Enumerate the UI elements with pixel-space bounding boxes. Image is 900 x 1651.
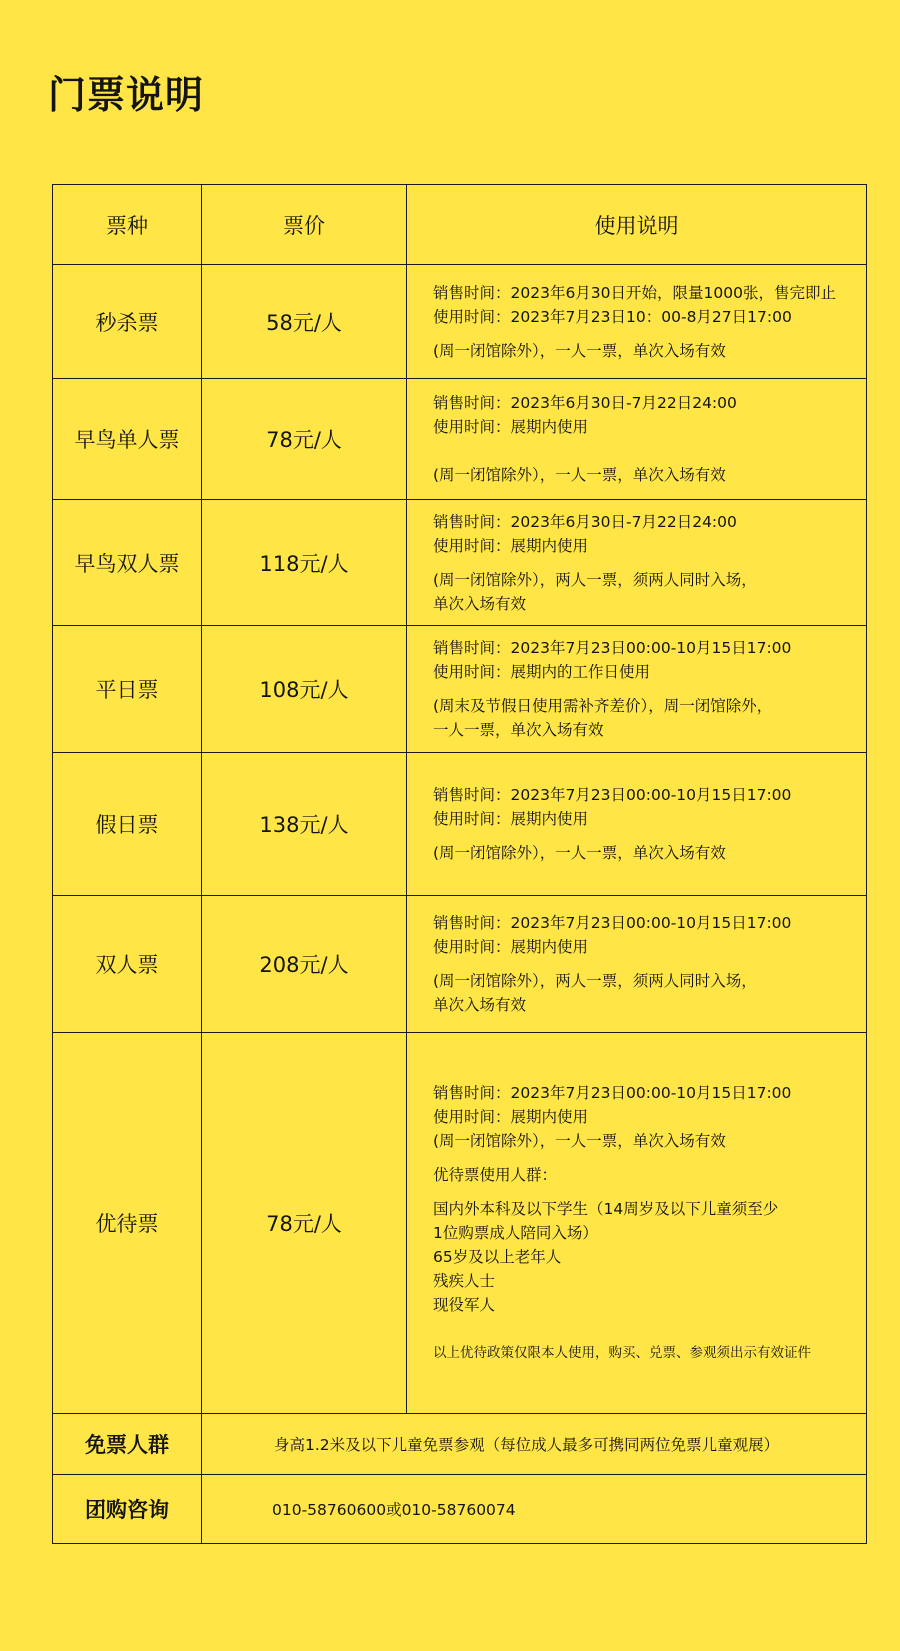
entry-rule-cont: 单次入场有效	[433, 594, 527, 613]
free-admission-text: 身高1.2米及以下儿童免票参观（每位成人最多可携同两位免票儿童观展）	[202, 1414, 867, 1475]
entry-rule: (周一闭馆除外），一人一票，单次入场有效	[433, 466, 726, 484]
entry-rule: (周一闭馆除外），一人一票，单次入场有效	[433, 1132, 726, 1150]
page-title: 门票说明	[48, 73, 205, 117]
eligibility-note: 以上优待政策仅限本人使用，购买、兑票、参观须出示有效证件	[433, 1345, 811, 1361]
usage-notes	[407, 626, 867, 753]
use-time: 使用时间：展期内使用	[433, 418, 589, 436]
table-row	[53, 753, 867, 896]
use-time: 使用时间：2023年7月23日10：00-8月27日17:00	[433, 307, 792, 326]
entry-rule: (周一闭馆除外），一人一票，单次入场有效	[433, 341, 726, 360]
table-header-row	[53, 185, 867, 265]
ticket-type: 早鸟双人票	[53, 500, 202, 626]
usage-notes	[407, 265, 867, 379]
entry-rule: (周一闭馆除外），一人一票，单次入场有效	[433, 844, 726, 862]
ticket-price: 108元/人	[202, 626, 407, 753]
table-row	[53, 896, 867, 1033]
use-time: 使用时间：展期内的工作日使用	[433, 663, 651, 681]
usage-notes	[407, 896, 867, 1033]
free-admission-row	[53, 1414, 867, 1475]
entry-rule: (周一闭馆除外），两人一票，须两人同时入场，	[433, 570, 757, 589]
ticket-type: 假日票	[53, 753, 202, 896]
free-admission-label: 免票人群	[53, 1414, 202, 1475]
use-time: 使用时间：展期内使用	[433, 938, 589, 956]
eligible-heading: 优待票使用人群：	[433, 1166, 558, 1184]
ticket-price: 78元/人	[202, 379, 407, 500]
table-row	[53, 379, 867, 500]
header-usage-notes: 使用说明	[407, 185, 867, 265]
eligible-seniors: 65岁及以上老年人	[433, 1248, 562, 1266]
use-time: 使用时间：展期内使用	[433, 810, 589, 828]
sale-time: 销售时间：2023年6月30日-7月22日24:00	[433, 512, 737, 531]
sale-time: 销售时间：2023年7月23日00:00-10月15日17:00	[433, 639, 792, 657]
ticket-type: 双人票	[53, 896, 202, 1033]
header-ticket-type: 票种	[53, 185, 202, 265]
group-inquiry-label: 团购咨询	[53, 1475, 202, 1544]
eligible-disabled: 残疾人士	[433, 1272, 496, 1290]
ticket-price: 58元/人	[202, 265, 407, 379]
usage-notes	[407, 753, 867, 896]
sale-time: 销售时间：2023年7月23日00:00-10月15日17:00	[433, 1084, 792, 1102]
ticket-price: 118元/人	[202, 500, 407, 626]
ticket-price: 138元/人	[202, 753, 407, 896]
ticket-type: 早鸟单人票	[53, 379, 202, 500]
sale-time: 销售时间：2023年7月23日00:00-10月15日17:00	[433, 786, 792, 804]
eligible-military: 现役军人	[433, 1296, 496, 1314]
header-ticket-price: 票价	[202, 185, 407, 265]
group-inquiry-phone: 010-58760600或010-58760074	[202, 1475, 867, 1544]
sale-time: 销售时间：2023年6月30日开始，限量1000张，售完即止	[433, 283, 836, 302]
ticket-price: 208元/人	[202, 896, 407, 1033]
use-time: 使用时间：展期内使用	[433, 1108, 589, 1126]
ticket-type: 平日票	[53, 626, 202, 753]
entry-rule: (周末及节假日使用需补齐差价），周一闭馆除外，	[433, 697, 773, 715]
table-row	[53, 500, 867, 626]
entry-rule-cont: 一人一票，单次入场有效	[433, 721, 604, 739]
ticket-type: 秒杀票	[53, 265, 202, 379]
table-row	[53, 626, 867, 753]
usage-notes	[407, 1033, 867, 1414]
ticket-table	[52, 184, 867, 1544]
entry-rule-cont: 单次入场有效	[433, 996, 527, 1014]
sale-time: 销售时间：2023年6月30日-7月22日24:00	[433, 394, 737, 412]
group-inquiry-row	[53, 1475, 867, 1544]
entry-rule: (周一闭馆除外），两人一票，须两人同时入场，	[433, 972, 757, 990]
usage-notes	[407, 500, 867, 626]
use-time: 使用时间：展期内使用	[433, 536, 589, 555]
usage-notes	[407, 379, 867, 500]
table-row	[53, 265, 867, 379]
eligible-students-cont: 1位购票成人陪同入场）	[433, 1224, 598, 1242]
ticket-price: 78元/人	[202, 1033, 407, 1414]
sale-time: 销售时间：2023年7月23日00:00-10月15日17:00	[433, 914, 792, 932]
table-row	[53, 1033, 867, 1414]
ticket-type: 优待票	[53, 1033, 202, 1414]
eligible-students: 国内外本科及以下学生（14周岁及以下儿童须至少	[433, 1200, 779, 1218]
